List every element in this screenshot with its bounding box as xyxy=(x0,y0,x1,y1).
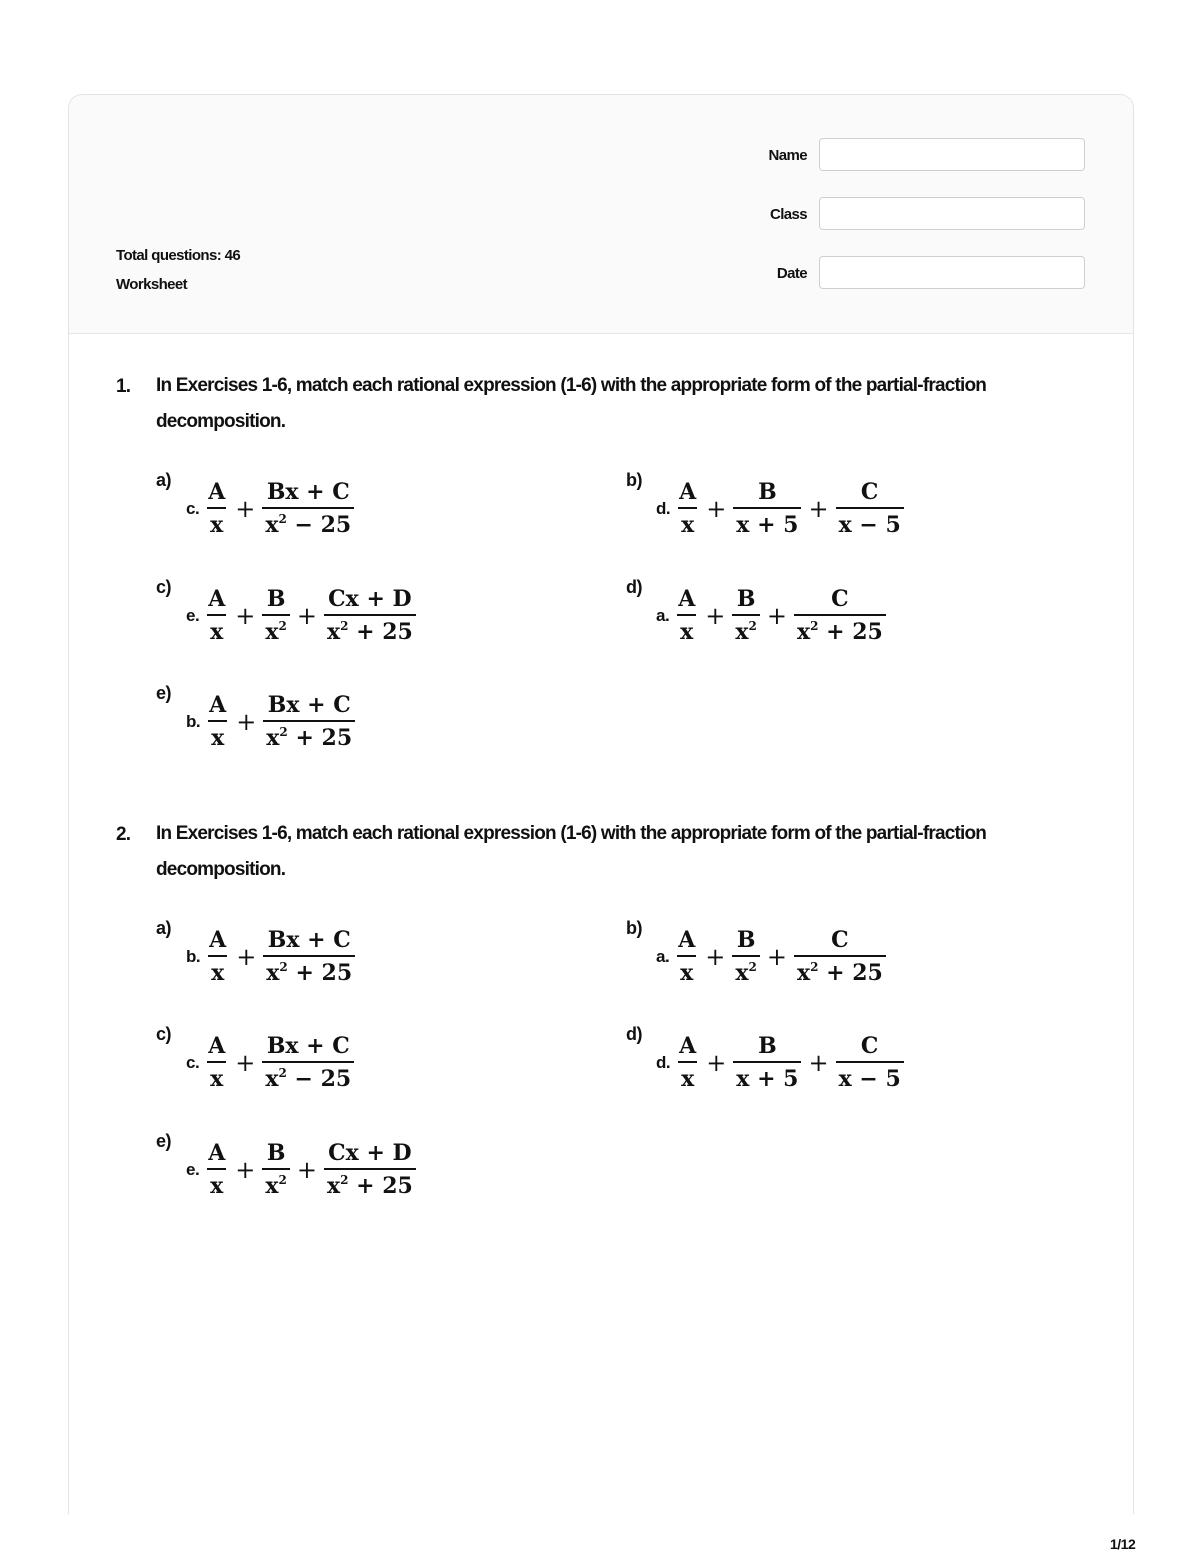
den-base: x xyxy=(266,960,280,986)
class-label: Class xyxy=(769,206,807,223)
den-base: x xyxy=(796,619,811,645)
option-label: c) xyxy=(156,1024,172,1044)
option-expression xyxy=(186,585,418,646)
den-rest: + 25 xyxy=(818,960,883,986)
fraction xyxy=(324,1139,416,1200)
den-base: x xyxy=(796,960,811,986)
denominator: x − 5 xyxy=(836,507,904,539)
denominator: x xyxy=(678,507,697,539)
question-text: In Exercises 1-6, match each rational expression (1-6) with the appropriate form of the partial-fraction decomposition. xyxy=(156,823,987,880)
denominator: x xyxy=(678,1061,697,1093)
fraction xyxy=(205,1032,228,1093)
numerator: A xyxy=(678,927,696,953)
den-exponent: 2 xyxy=(278,512,287,526)
den-rest: + 25 xyxy=(287,725,353,751)
operator: + xyxy=(236,707,257,736)
denominator: x xyxy=(207,614,226,646)
numerator: B xyxy=(736,586,756,612)
date-label: Date xyxy=(776,265,807,282)
den-exponent: 2 xyxy=(278,1173,287,1187)
option-expression xyxy=(656,478,906,539)
operator: + xyxy=(766,601,787,630)
den-rest: − 25 xyxy=(286,1066,352,1092)
option-expression xyxy=(186,1032,356,1093)
den-exponent: 2 xyxy=(810,960,819,974)
option-expression xyxy=(656,1032,906,1093)
fraction xyxy=(206,926,229,987)
den-exponent: 2 xyxy=(810,619,819,633)
denominator xyxy=(262,1168,289,1200)
denominator: x xyxy=(207,507,226,539)
numerator: B xyxy=(758,479,777,505)
option-expression xyxy=(656,926,888,987)
fraction xyxy=(676,1032,699,1093)
option-label: d) xyxy=(626,1024,642,1044)
denominator xyxy=(794,955,886,987)
denominator xyxy=(324,614,416,646)
total-questions: Total questions: 46 xyxy=(116,247,241,264)
numerator: C xyxy=(831,586,849,612)
name-label: Name xyxy=(768,147,807,164)
numerator: Bx + C xyxy=(266,479,350,505)
operator: + xyxy=(236,942,257,971)
denominator: x xyxy=(677,614,696,646)
den-base: x xyxy=(735,619,749,645)
fraction xyxy=(262,1139,289,1200)
numerator: Cx + D xyxy=(328,586,412,612)
den-exponent: 2 xyxy=(278,1066,287,1080)
fraction xyxy=(733,478,801,539)
date-field[interactable] xyxy=(819,256,1085,289)
fraction xyxy=(733,1032,801,1093)
operator: + xyxy=(296,1155,317,1184)
fraction xyxy=(262,585,289,646)
numerator: B xyxy=(736,927,756,953)
option-label: b) xyxy=(626,918,642,938)
fraction xyxy=(263,926,355,987)
option-expression xyxy=(186,478,356,539)
fraction xyxy=(206,691,229,752)
answer-letter: e. xyxy=(186,1159,200,1179)
denominator: x − 5 xyxy=(836,1061,904,1093)
denominator xyxy=(262,1061,354,1093)
operator: + xyxy=(706,494,727,523)
operator: + xyxy=(235,494,256,523)
fraction xyxy=(205,478,228,539)
den-exponent: 2 xyxy=(748,960,757,974)
option-label: b) xyxy=(626,470,642,490)
numerator: C xyxy=(860,1033,879,1059)
denominator: x xyxy=(208,720,227,752)
numerator: A xyxy=(679,1033,697,1059)
den-rest: + 25 xyxy=(348,619,413,645)
operator: + xyxy=(235,1048,256,1077)
numerator: A xyxy=(678,586,696,612)
answer-letter: c. xyxy=(186,1052,200,1072)
fraction xyxy=(205,1139,228,1200)
option-expression xyxy=(186,1139,418,1200)
option-label: e) xyxy=(156,1131,172,1151)
denominator: x + 5 xyxy=(733,1061,801,1093)
worksheet-card xyxy=(68,94,1134,1514)
fraction xyxy=(324,585,416,646)
fraction xyxy=(675,926,698,987)
answer-letter: b. xyxy=(186,946,201,966)
fraction xyxy=(676,478,699,539)
numerator: A xyxy=(208,1033,226,1059)
den-rest: + 25 xyxy=(818,619,883,645)
denominator: x xyxy=(207,1168,226,1200)
fraction xyxy=(263,691,355,752)
den-base: x xyxy=(265,1066,279,1092)
numerator: A xyxy=(208,479,226,505)
numerator: A xyxy=(208,1140,226,1166)
answer-letter: e. xyxy=(186,605,200,625)
worksheet-header xyxy=(69,95,1133,334)
denominator xyxy=(263,955,355,987)
den-rest: + 25 xyxy=(348,1173,413,1199)
operator: + xyxy=(808,494,829,523)
page-number: 1/12 xyxy=(1110,1536,1136,1552)
answer-letter: d. xyxy=(656,498,671,518)
denominator xyxy=(794,614,886,646)
numerator: A xyxy=(679,479,697,505)
numerator: Cx + D xyxy=(328,1140,412,1166)
fraction xyxy=(794,585,886,646)
operator: + xyxy=(705,601,726,630)
operator: + xyxy=(235,601,256,630)
question-number: 2. xyxy=(116,824,131,845)
option-label: a) xyxy=(156,918,172,938)
numerator: B xyxy=(758,1033,777,1059)
option-label: e) xyxy=(156,683,172,703)
numerator: B xyxy=(266,1140,286,1166)
class-field[interactable] xyxy=(819,197,1085,230)
worksheet-label: Worksheet xyxy=(116,276,188,293)
operator: + xyxy=(235,1155,256,1184)
den-base: x xyxy=(735,960,749,986)
fraction xyxy=(262,478,354,539)
fraction xyxy=(794,926,886,987)
den-base: x xyxy=(265,512,279,538)
numerator: Bx + C xyxy=(266,1033,350,1059)
question-number: 1. xyxy=(116,376,131,397)
denominator xyxy=(262,614,289,646)
option-expression xyxy=(186,691,357,752)
denominator xyxy=(263,720,355,752)
den-exponent: 2 xyxy=(340,619,349,633)
operator: + xyxy=(296,601,317,630)
den-exponent: 2 xyxy=(340,1173,349,1187)
den-rest: + 25 xyxy=(287,960,353,986)
fraction xyxy=(205,585,228,646)
den-base: x xyxy=(326,619,341,645)
option-expression xyxy=(656,585,888,646)
name-field[interactable] xyxy=(819,138,1085,171)
answer-letter: b. xyxy=(186,711,201,731)
den-exponent: 2 xyxy=(278,619,287,633)
question-text: In Exercises 1-6, match each rational expression (1-6) with the appropriate form of the partial-fraction decomposition. xyxy=(156,375,987,432)
fraction xyxy=(675,585,698,646)
numerator: A xyxy=(209,692,227,718)
denominator: x + 5 xyxy=(733,507,801,539)
option-expression xyxy=(186,926,357,987)
den-base: x xyxy=(265,1173,279,1199)
denominator: x xyxy=(207,1061,226,1093)
den-base: x xyxy=(266,725,280,751)
denominator xyxy=(324,1168,416,1200)
answer-letter: c. xyxy=(186,498,200,518)
denominator xyxy=(262,507,354,539)
worksheet-meta xyxy=(116,247,240,305)
numerator: C xyxy=(831,927,849,953)
operator: + xyxy=(808,1048,829,1077)
numerator: C xyxy=(860,479,879,505)
denominator: x xyxy=(677,955,696,987)
option-label: a) xyxy=(156,470,172,490)
den-exponent: 2 xyxy=(279,725,288,739)
den-base: x xyxy=(265,619,279,645)
operator: + xyxy=(705,942,726,971)
denominator: x xyxy=(208,955,227,987)
fraction xyxy=(262,1032,354,1093)
numerator: A xyxy=(209,927,227,953)
fraction xyxy=(836,1032,904,1093)
den-exponent: 2 xyxy=(279,960,288,974)
denominator xyxy=(732,614,759,646)
fraction xyxy=(836,478,904,539)
den-exponent: 2 xyxy=(748,619,757,633)
operator: + xyxy=(706,1048,727,1077)
denominator xyxy=(732,955,759,987)
numerator: B xyxy=(266,586,286,612)
option-label: d) xyxy=(626,577,642,597)
operator: + xyxy=(766,942,787,971)
den-rest: − 25 xyxy=(286,512,352,538)
numerator: A xyxy=(208,586,226,612)
option-label: c) xyxy=(156,577,172,597)
answer-letter: d. xyxy=(656,1052,671,1072)
den-base: x xyxy=(326,1173,341,1199)
numerator: Bx + C xyxy=(267,927,351,953)
numerator: Bx + C xyxy=(267,692,351,718)
answer-letter: a. xyxy=(656,946,670,966)
fraction xyxy=(732,585,759,646)
fraction xyxy=(732,926,759,987)
answer-letter: a. xyxy=(656,605,670,625)
